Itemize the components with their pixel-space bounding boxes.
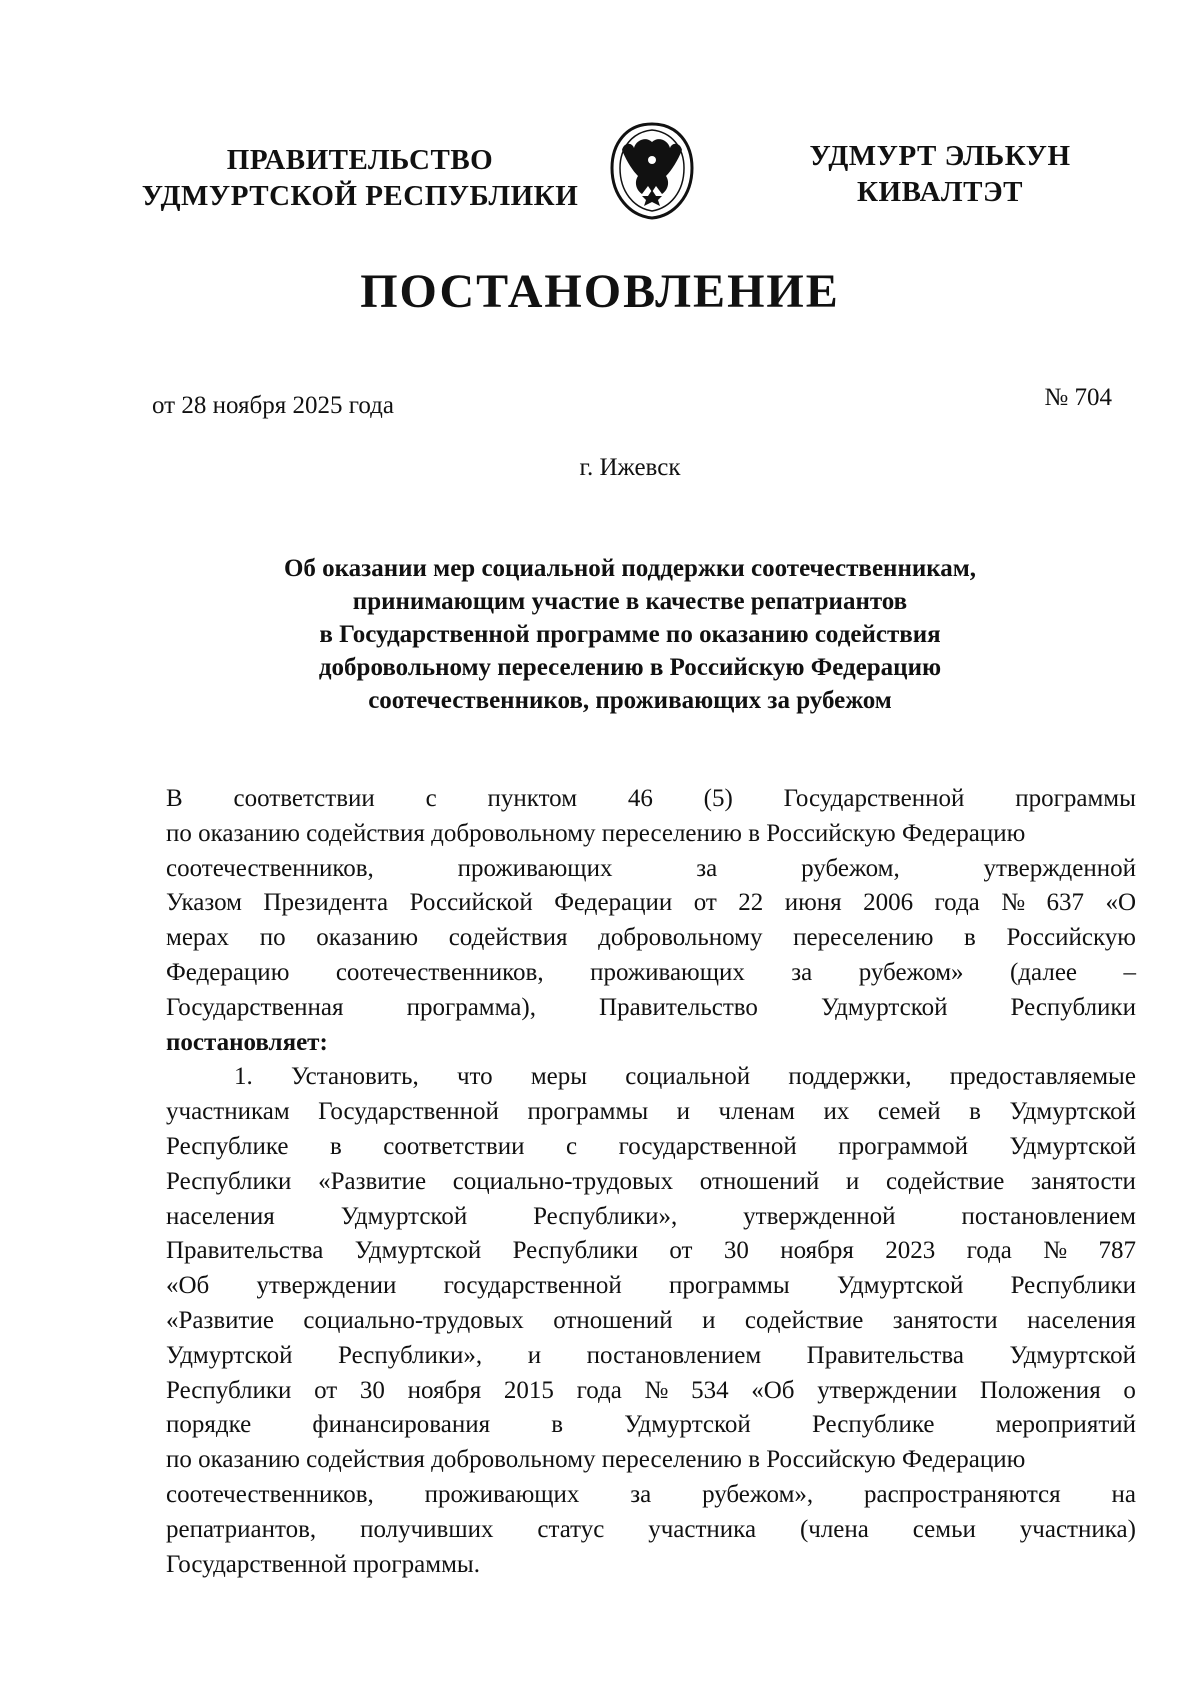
body-word: Удмуртской	[340, 1202, 468, 1230]
body-word: и	[702, 1306, 716, 1334]
title-line: соотечественников, проживающих за рубежом	[368, 687, 892, 714]
body-word: рубежом»	[858, 958, 964, 986]
body-word: «Развитие	[166, 1306, 274, 1334]
body-word: 534	[691, 1376, 729, 1404]
body-line	[166, 1339, 1136, 1374]
body-word: программы	[668, 1272, 790, 1300]
body-line	[166, 1165, 1136, 1200]
body-word: Республики	[1010, 1272, 1136, 1300]
body-word: Правительство	[599, 993, 758, 1021]
document-date: от 28 ноября 2025 года	[152, 392, 394, 419]
body-line	[166, 817, 1136, 852]
body-word: государственной	[618, 1132, 797, 1160]
body-word: 787	[1098, 1237, 1136, 1265]
body-word: по	[259, 924, 286, 952]
body-word: оказанию	[316, 924, 419, 952]
body-word: меры	[530, 1063, 588, 1091]
body-word: Удмуртской	[624, 1411, 751, 1439]
body-line	[166, 1408, 1136, 1443]
body-word: Правительства	[166, 1237, 324, 1265]
body-word: Республики	[166, 1167, 292, 1195]
body-line	[166, 1513, 1136, 1548]
body-word: в	[329, 1132, 342, 1160]
body-word: программой	[838, 1132, 968, 1160]
title-line: в Государственной программе по оказанию содействия	[319, 621, 941, 648]
body-word: в	[964, 924, 976, 952]
body-word: утвержденной	[743, 1202, 896, 1230]
body-word: по оказанию содействия добровольному переселению в Российскую Федерацию	[166, 819, 1026, 847]
body-word: Удмуртской	[820, 993, 948, 1021]
title-line: принимающим участие в качестве репатриантов	[352, 588, 908, 615]
body-line	[166, 991, 1136, 1026]
document-number: № 704	[1044, 384, 1112, 411]
government-name-line-1: ПРАВИТЕЛЬСТВО	[226, 144, 494, 176]
body-line	[166, 852, 1136, 887]
body-word: участника	[648, 1515, 757, 1543]
body-word: Удмуртской	[836, 1272, 964, 1300]
government-name-udmurt-line-1: УДМУРТ ЭЛЬКУН	[809, 140, 1071, 172]
body-word: проживающих	[457, 854, 613, 882]
body-line	[166, 1130, 1136, 1165]
body-word: «О	[1105, 889, 1136, 917]
body-word: Установить,	[290, 1063, 419, 1091]
body-word: населения	[1027, 1306, 1136, 1334]
body-word: Республике	[166, 1132, 289, 1160]
body-word: Президента	[263, 889, 389, 917]
body-word: Государственной программы.	[166, 1550, 480, 1578]
body-word: финансирования	[312, 1411, 491, 1439]
body-word: семьи	[912, 1515, 976, 1543]
body-line	[166, 1304, 1136, 1339]
body-word: Удмуртской	[1009, 1098, 1136, 1126]
body-word: (члена	[799, 1515, 869, 1543]
body-word: социально-трудовых	[303, 1306, 524, 1334]
body-line	[166, 1060, 1136, 1095]
body-word: (5)	[703, 785, 733, 812]
body-word: постановляет:	[166, 1028, 328, 1056]
body-word: и	[845, 1167, 860, 1195]
body-word: членам	[718, 1098, 795, 1126]
body-word: переселению	[793, 924, 934, 952]
body-word: года	[576, 1376, 622, 1404]
body-word: с	[425, 785, 437, 812]
body-word: Положения	[979, 1376, 1101, 1404]
body-word: рубежом,	[801, 854, 900, 882]
body-word: государственной	[443, 1272, 622, 1300]
body-word: Республики»,	[338, 1341, 483, 1369]
body-word: соотечественников,	[166, 1480, 374, 1508]
body-word: поддержки,	[788, 1063, 912, 1091]
body-word: и	[527, 1341, 542, 1369]
body-word: Указом	[166, 889, 242, 917]
body-word: 2015	[503, 1376, 554, 1404]
body-line	[166, 1095, 1136, 1130]
body-word: ноября	[407, 1376, 482, 1404]
body-word: репатриантов,	[166, 1515, 317, 1543]
body-word: от	[669, 1237, 693, 1265]
body-word: №	[644, 1376, 669, 1404]
body-word: населения	[166, 1202, 275, 1230]
udmurt-coat-of-arms-icon	[604, 120, 700, 222]
body-word: года	[966, 1237, 1012, 1265]
body-word: мероприятий	[995, 1411, 1136, 1439]
body-word: добровольному	[598, 924, 763, 952]
body-word: мерах	[166, 924, 230, 952]
body-word: Республики	[166, 1376, 292, 1404]
body-word: что	[456, 1063, 493, 1091]
body-word: Российской	[409, 889, 533, 917]
body-word: содействия	[448, 924, 568, 952]
government-name-udmurt-line-2: КИВАЛТЭТ	[856, 176, 1023, 208]
government-name-line-2: УДМУРТСКОЙ РЕСПУБЛИКИ	[141, 180, 579, 212]
body-word: постановлением	[961, 1202, 1136, 1230]
body-word: 46	[627, 785, 653, 812]
body-word: Российскую	[1006, 924, 1136, 952]
body-word: 637	[1046, 889, 1084, 917]
body-word: Республики	[1010, 993, 1136, 1021]
document-type-heading: ПОСТАНОВЛЕНИЕ	[360, 265, 840, 318]
body-word: (далее	[1009, 958, 1078, 986]
body-word: от	[314, 1376, 338, 1404]
body-word: 22	[738, 889, 764, 917]
body-word: №	[1043, 1237, 1068, 1265]
body-word: соответствии	[383, 1132, 525, 1160]
body-word: за	[791, 958, 813, 986]
body-line	[166, 1269, 1136, 1304]
body-word: постановлением	[586, 1341, 762, 1369]
body-word: «Об	[751, 1376, 795, 1404]
body-word: Удмуртской	[1009, 1341, 1136, 1369]
body-word: рубежом»,	[702, 1480, 814, 1508]
body-word: 1.	[234, 1063, 253, 1091]
body-word: №	[1001, 889, 1026, 917]
body-word: «Развитие	[318, 1167, 427, 1195]
body-word: Республики	[512, 1237, 638, 1265]
body-word: семей	[877, 1098, 941, 1126]
body-word: программы	[527, 1098, 649, 1126]
body-word: Удмуртской	[354, 1237, 482, 1265]
body-word: соотечественников,	[335, 958, 544, 986]
body-word: Удмуртской	[1009, 1132, 1136, 1160]
body-word: за	[630, 1480, 652, 1508]
body-word: программа),	[406, 993, 536, 1021]
body-word: программы	[1015, 785, 1136, 812]
body-word: о	[1123, 1376, 1136, 1404]
body-word: получивших	[360, 1515, 494, 1543]
body-word: участника)	[1019, 1515, 1136, 1543]
body-word: ноября	[780, 1237, 854, 1265]
body-word: соответствии	[233, 785, 375, 812]
body-word: участникам	[166, 1098, 290, 1126]
body-word: соотечественников,	[166, 854, 374, 882]
body-word: –	[1123, 958, 1136, 986]
body-line	[166, 1200, 1136, 1235]
body-word: социально-трудовых	[452, 1167, 674, 1195]
body-word: проживающих	[590, 958, 745, 986]
body-line	[166, 1548, 1136, 1583]
body-word: года	[934, 889, 980, 917]
body-line	[166, 921, 1136, 956]
title-line: добровольному переселению в Российскую Федерацию	[318, 654, 942, 681]
body-line	[166, 1234, 1136, 1269]
body-word: за	[696, 854, 718, 882]
body-word: порядке	[166, 1411, 252, 1439]
document-title	[240, 552, 1020, 717]
body-word: утвержденной	[983, 854, 1136, 882]
body-word: Федерации	[554, 889, 673, 917]
body-word: в	[969, 1098, 981, 1126]
body-word: Республике	[811, 1411, 935, 1439]
body-word: отношений	[699, 1167, 820, 1195]
body-word: предоставляемые	[949, 1063, 1136, 1091]
body-word: Республики»,	[533, 1202, 678, 1230]
body-line	[166, 1026, 1136, 1061]
body-word: утверждении	[256, 1272, 397, 1300]
body-word: статус	[537, 1515, 605, 1543]
body-word: распространяются	[863, 1480, 1061, 1508]
body-word: от	[693, 889, 717, 917]
government-name-russian	[140, 142, 580, 214]
body-word: «Об	[166, 1272, 210, 1300]
body-word: 2023	[885, 1237, 936, 1265]
document-body	[166, 782, 1136, 1582]
body-word: Государственной	[318, 1098, 499, 1126]
body-word: Государственной	[783, 785, 965, 812]
body-word: проживающих	[424, 1480, 580, 1508]
body-word: 30	[723, 1237, 749, 1265]
body-word: В	[166, 785, 183, 812]
body-word: занятости	[1030, 1167, 1136, 1195]
body-word: содействие	[885, 1167, 1005, 1195]
body-line	[166, 1443, 1136, 1478]
body-line	[166, 886, 1136, 921]
body-word: в	[551, 1411, 564, 1439]
body-line	[166, 1478, 1136, 1513]
body-word: с	[566, 1132, 578, 1160]
body-word: отношений	[553, 1306, 673, 1334]
body-word: социальной	[625, 1063, 751, 1091]
body-line	[166, 956, 1136, 991]
body-word: по оказанию содействия добровольному переселению в Российскую Федерацию	[166, 1446, 1026, 1474]
body-word: июня	[784, 889, 842, 917]
document-city: г. Ижевск	[579, 454, 681, 481]
body-word: их	[823, 1098, 850, 1126]
body-word: на	[1111, 1480, 1136, 1508]
body-word: утверждении	[817, 1376, 958, 1404]
body-line	[166, 782, 1136, 817]
government-name-udmurt	[790, 138, 1090, 210]
body-word: занятости	[892, 1306, 998, 1334]
body-word: 2006	[863, 889, 914, 917]
body-word: пунктом	[487, 785, 578, 812]
body-word: Государственная	[166, 993, 344, 1021]
body-word: Правительства	[806, 1341, 964, 1369]
body-word: и	[676, 1098, 691, 1126]
body-line	[166, 1374, 1136, 1409]
body-word: Удмуртской	[166, 1341, 293, 1369]
body-word: Федерацию	[166, 958, 290, 986]
title-line: Об оказании мер социальной поддержки соотечественникам,	[283, 555, 977, 582]
body-word: 30	[359, 1376, 385, 1404]
body-word: содействие	[744, 1306, 864, 1334]
